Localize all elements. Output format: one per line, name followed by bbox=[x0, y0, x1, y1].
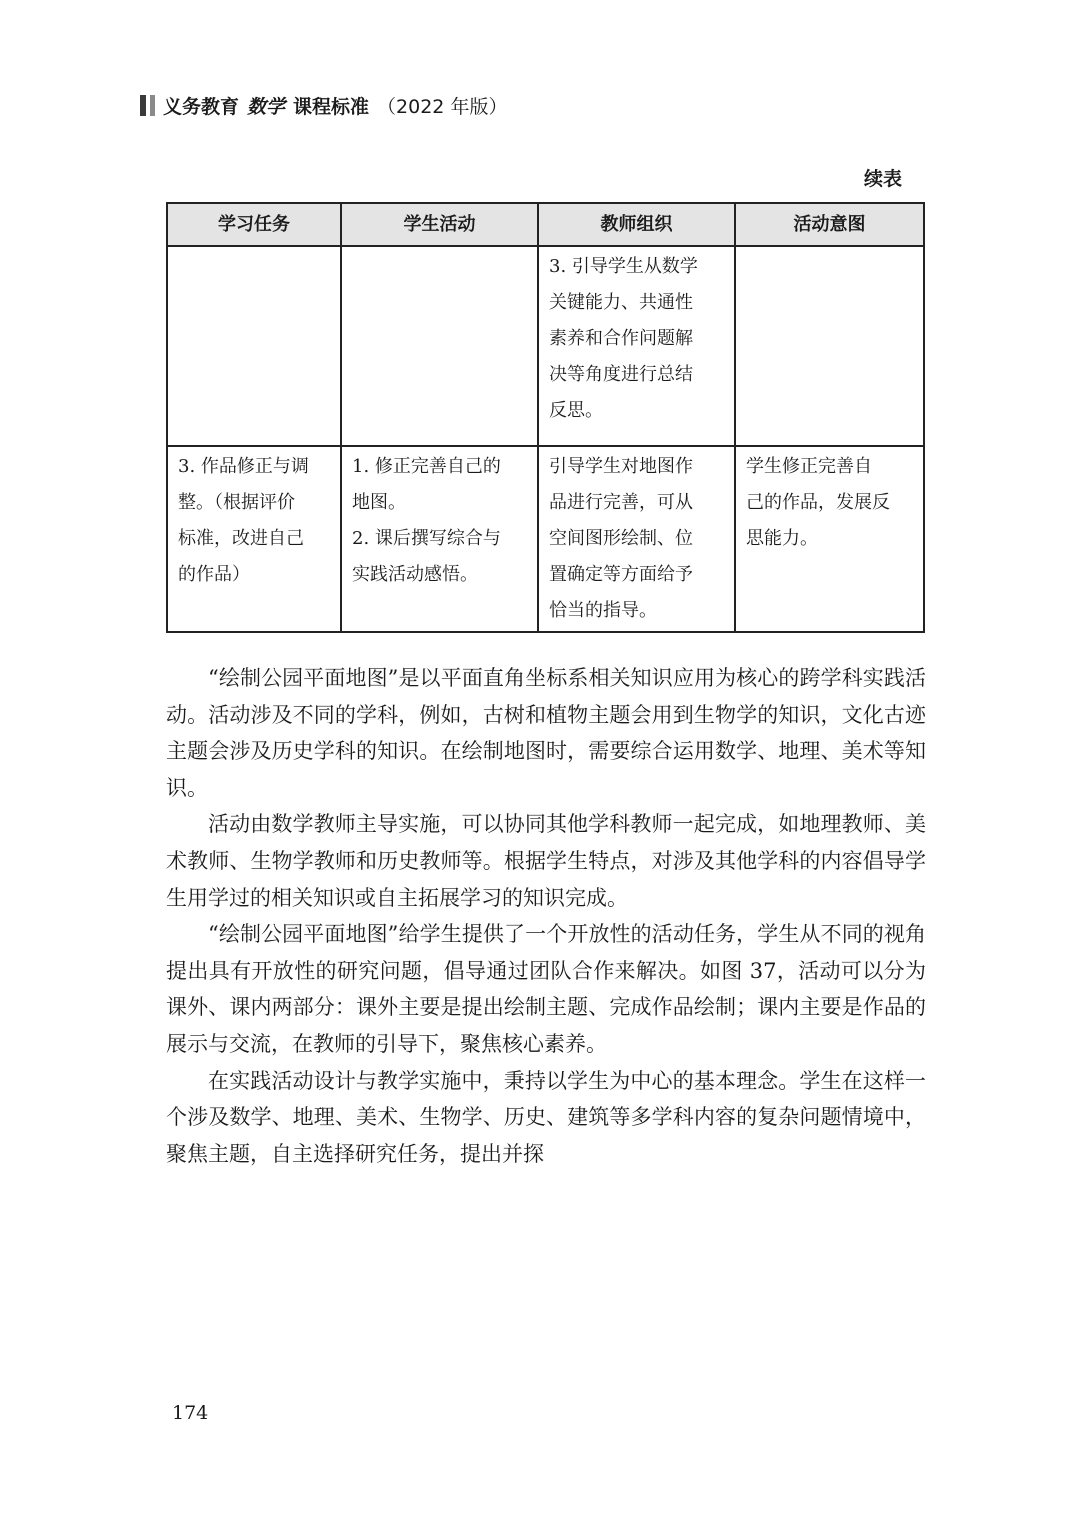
cell-task bbox=[167, 246, 341, 446]
header-edition: （2022 年版） bbox=[377, 96, 508, 118]
cell-line: 决等角度进行总结 bbox=[549, 364, 693, 385]
cell-student bbox=[341, 446, 538, 632]
column-header: 教师组织 bbox=[538, 203, 735, 246]
cell-line: 的作品） bbox=[178, 564, 250, 585]
header-title-prefix: 义务教育 bbox=[163, 96, 240, 118]
table-row bbox=[167, 246, 924, 446]
cell-line: 己的作品，发展反 bbox=[746, 492, 890, 513]
continued-table-label: 续表 bbox=[863, 168, 902, 190]
table-row bbox=[167, 446, 924, 632]
column-header: 活动意图 bbox=[735, 203, 924, 246]
cell-line: 标准，改进自己 bbox=[178, 528, 304, 549]
cell-line: 3. 引导学生从数学 bbox=[549, 256, 698, 277]
running-header bbox=[140, 92, 507, 119]
header-subject: 数学 bbox=[247, 96, 286, 118]
cell-line: 思能力。 bbox=[746, 528, 818, 549]
table-header-row bbox=[167, 203, 924, 246]
cell-task bbox=[167, 446, 341, 632]
cell-line: 2. 课后撰写综合与 bbox=[352, 528, 501, 549]
paragraph: 活动由数学教师主导实施，可以协同其他学科教师一起完成，如地理教师、美术教师、生物学教师和历史教师等。根据学生特点，对涉及其他学科的内容倡导学生用学过的相关知识或自主拓展学习的知识完成。 bbox=[166, 812, 926, 910]
cell-line: 3. 作品修正与调 bbox=[178, 456, 309, 477]
cell-line: 实践活动感悟。 bbox=[352, 564, 478, 585]
cell-line: 空间图形绘制、位 bbox=[549, 528, 693, 549]
cell-line: 关键能力、共通性 bbox=[549, 292, 693, 313]
cell-teacher bbox=[538, 246, 735, 446]
header-title-suffix: 课程标准 bbox=[293, 96, 370, 118]
cell-intent bbox=[735, 446, 924, 632]
cell-line: 反思。 bbox=[549, 400, 603, 421]
cell-teacher bbox=[538, 446, 735, 632]
paragraph: “绘制公园平面地图”给学生提供了一个开放性的活动任务，学生从不同的视角提出具有开放性的研究问题，倡导通过团队合作来解决。如图 37，活动可以分为课外、课内两部分：课外主要是提出绘制主题、完成作品绘制；课内主要是作品的展示与交流，在教师的引导下，聚焦核心素养。 bbox=[166, 922, 926, 1056]
activity-table bbox=[166, 202, 925, 633]
header-bar-icon bbox=[140, 95, 155, 116]
cell-line: 素养和合作问题解 bbox=[549, 328, 693, 349]
cell-line: 品进行完善，可从 bbox=[549, 492, 693, 513]
column-header: 学生活动 bbox=[341, 203, 538, 246]
cell-line: 地图。 bbox=[352, 492, 406, 513]
cell-line: 学生修正完善自 bbox=[746, 456, 872, 477]
cell-line: 恰当的指导。 bbox=[549, 600, 657, 621]
column-header: 学习任务 bbox=[167, 203, 341, 246]
cell-line: 引导学生对地图作 bbox=[549, 456, 693, 477]
page-number: 174 bbox=[172, 1402, 209, 1424]
cell-student bbox=[341, 246, 538, 446]
cell-line: 置确定等方面给予 bbox=[549, 564, 693, 585]
body-text bbox=[166, 660, 926, 1172]
paragraph: 在实践活动设计与教学实施中，秉持以学生为中心的基本理念。学生在这样一个涉及数学、地理、美术、生物学、历史、建筑等多学科内容的复杂问题情境中，聚焦主题，自主选择研究任务，提出并探 bbox=[166, 1068, 926, 1166]
cell-line: 整。（根据评价 bbox=[178, 492, 295, 513]
cell-line: 1. 修正完善自己的 bbox=[352, 456, 501, 477]
cell-intent bbox=[735, 246, 924, 446]
paragraph: “绘制公园平面地图”是以平面直角坐标系相关知识应用为核心的跨学科实践活动。活动涉及不同的学科，例如，古树和植物主题会用到生物学的知识，文化古迹主题会涉及历史学科的知识。在绘制地图时，需要综合运用数学、地理、美术等知识。 bbox=[166, 666, 926, 800]
